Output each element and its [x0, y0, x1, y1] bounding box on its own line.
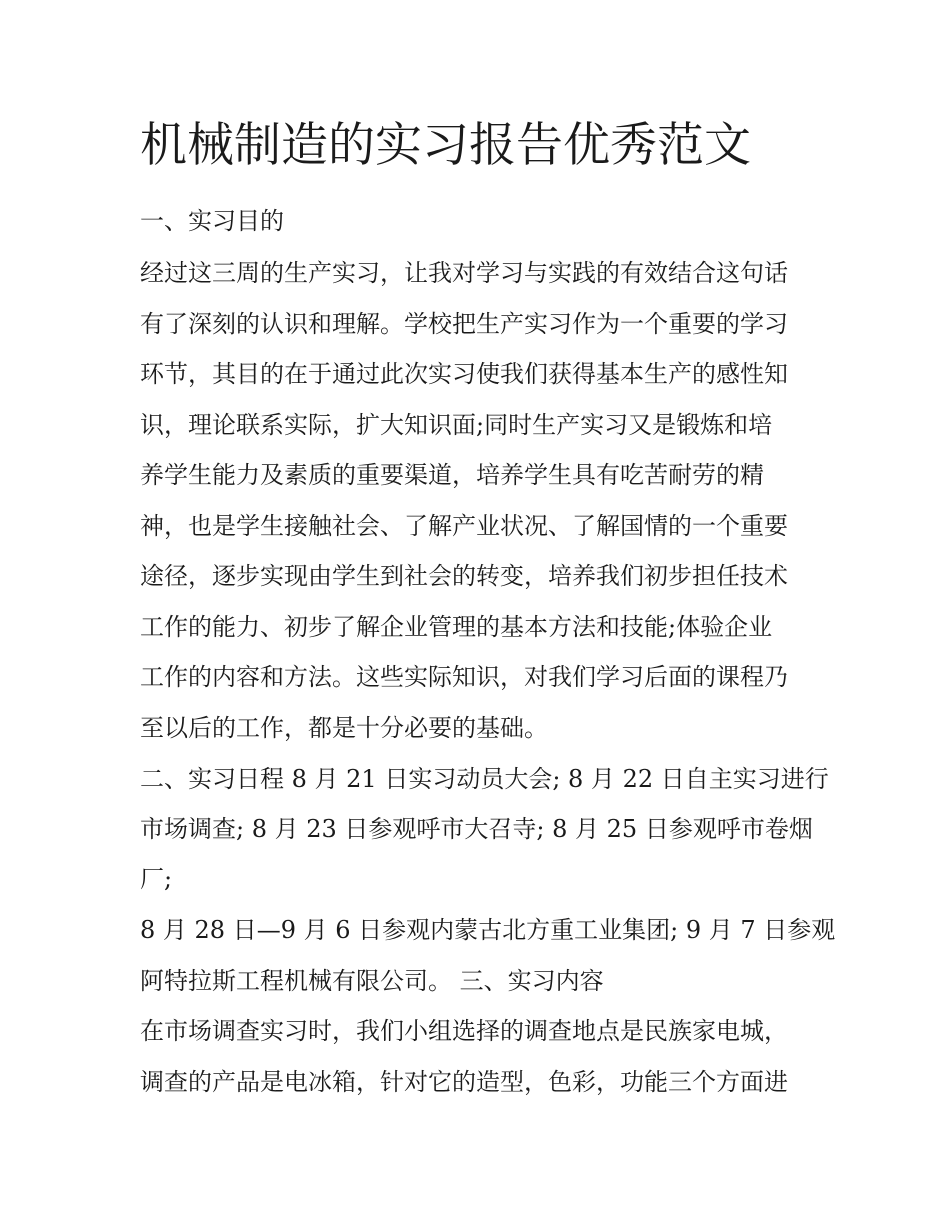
- text-line: 调查的产品是电冰箱，针对它的造型，色彩，功能三个方面进: [140, 1068, 788, 1096]
- text-line: 工作的能力、初步了解企业管理的基本方法和技能;体验企业: [140, 613, 773, 641]
- section-heading-purpose: 一、实习目的: [140, 207, 284, 235]
- text-line: 8 月 28 日—9 月 6 日参观内蒙古北方重工业集团; 9 月 7 日参观: [140, 916, 836, 944]
- text-line: 养学生能力及素质的重要渠道，培养学生具有吃苦耐劳的精: [140, 461, 764, 489]
- text-line: 神，也是学生接触社会、了解产业状况、了解国情的一个重要: [140, 512, 788, 540]
- text-line: 阿特拉斯工程机械有限公司。 三、实习内容: [140, 967, 604, 995]
- text-line: 市场调查; 8 月 23 日参观呼市大召寺; 8 月 25 日参观呼市卷烟: [140, 815, 813, 843]
- text-line: 厂;: [140, 865, 173, 893]
- text-line: 经过这三周的生产实习，让我对学习与实践的有效结合这句话: [140, 259, 788, 287]
- section-heading-schedule: 二、实习日程 8 月 21 日实习动员大会; 8 月 22 日自主实习进行: [140, 765, 829, 793]
- document-title: 机械制造的实习报告优秀范文: [140, 118, 751, 173]
- text-line: 至以后的工作，都是十分必要的基础。: [140, 714, 548, 742]
- text-line: 工作的内容和方法。这些实际知识，对我们学习后面的课程乃: [140, 663, 788, 691]
- text-line: 识，理论联系实际，扩大知识面;同时生产实习又是锻炼和培: [140, 411, 773, 439]
- text-line: 有了深刻的认识和理解。学校把生产实习作为一个重要的学习: [140, 310, 788, 338]
- text-line: 途径，逐步实现由学生到社会的转变，培养我们初步担任技术: [140, 562, 788, 590]
- text-line: 环节，其目的在于通过此次实习使我们获得基本生产的感性知: [140, 360, 788, 388]
- text-line: 在市场调查实习时，我们小组选择的调查地点是民族家电城，: [140, 1017, 788, 1045]
